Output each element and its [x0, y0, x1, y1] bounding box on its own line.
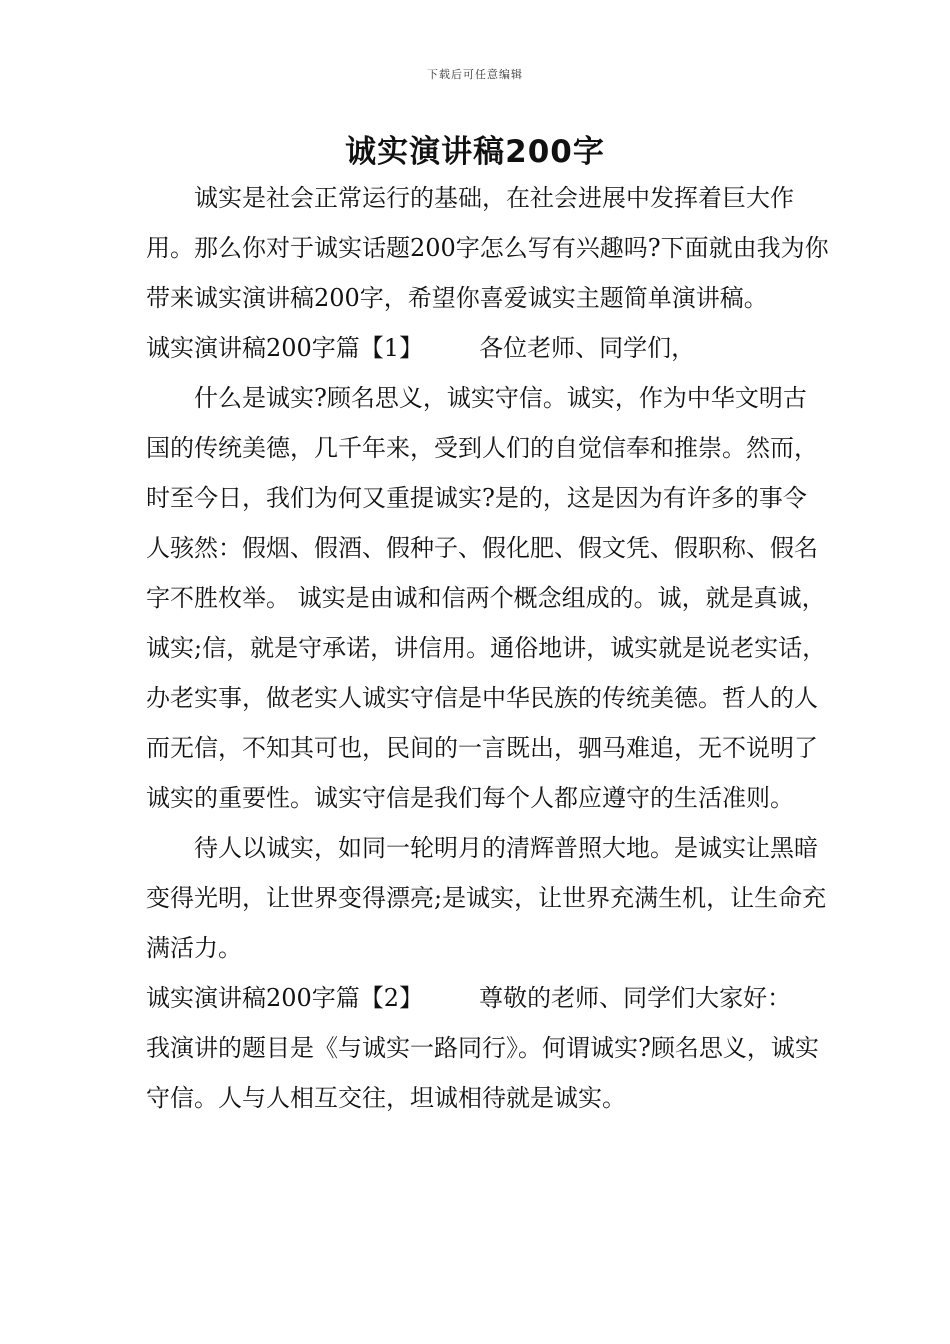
section-1-heading-line — [146, 323, 830, 373]
section-2-greeting: 尊敬的老师、同学们大家好： — [479, 984, 792, 1012]
intro-paragraph: 诚实是社会正常运行的基础，在社会进展中发挥着巨大作用。那么你对于诚实话题200字怎么写有兴趣吗?下面就由我为你带来诚实演讲稿200字，希望你喜爱诚实主题简单演讲稿。 — [146, 184, 829, 312]
section-2-heading: 诚实演讲稿200字篇【2】 — [146, 984, 424, 1012]
section-1-paragraph-1: 什么是诚实?顾名思义，诚实守信。诚实，作为中华文明古国的传统美德，几千年来，受到人们的自觉信奉和推崇。然而，时至今日，我们为何又重提诚实?是的，这是因为有许多的事令人骇然：假烟、假酒、假种子、假化肥、假文凭、假职称、假名字不胜枚举。 诚实是由诚和信两个概念组成的。诚，就是真诚，诚实;信，就是守承诺，讲信用。通俗地讲，诚实就是说老实话，办老实事，做老实人诚实守信是中华民族的传统美德。哲人的人而无信，不知其可也，民间的一言既出，驷马难追，无不说明了诚实的重要性。诚实守信是我们每个人都应遵守的生活准则。 — [146, 384, 827, 812]
section-1-greeting: 各位老师、同学们， — [479, 334, 696, 362]
header-note: 下载后可任意编辑 — [427, 68, 523, 81]
section-1-heading: 诚实演讲稿200字篇【1】 — [146, 334, 424, 362]
document-body — [146, 173, 830, 1123]
document-title: 诚实演讲稿200字 — [345, 134, 605, 170]
section-2-heading-line — [146, 973, 830, 1023]
section-1-paragraph-2: 待人以诚实，如同一轮明月的清辉普照大地。是诚实让黑暗变得光明，让世界变得漂亮;是诚实，让世界充满生机，让生命充满活力。 — [146, 834, 827, 962]
section-2-paragraph-1: 我演讲的题目是《与诚实一路同行》。何谓诚实?顾名思义，诚实守信。人与人相互交往，坦诚相待就是诚实。 — [146, 1034, 819, 1112]
